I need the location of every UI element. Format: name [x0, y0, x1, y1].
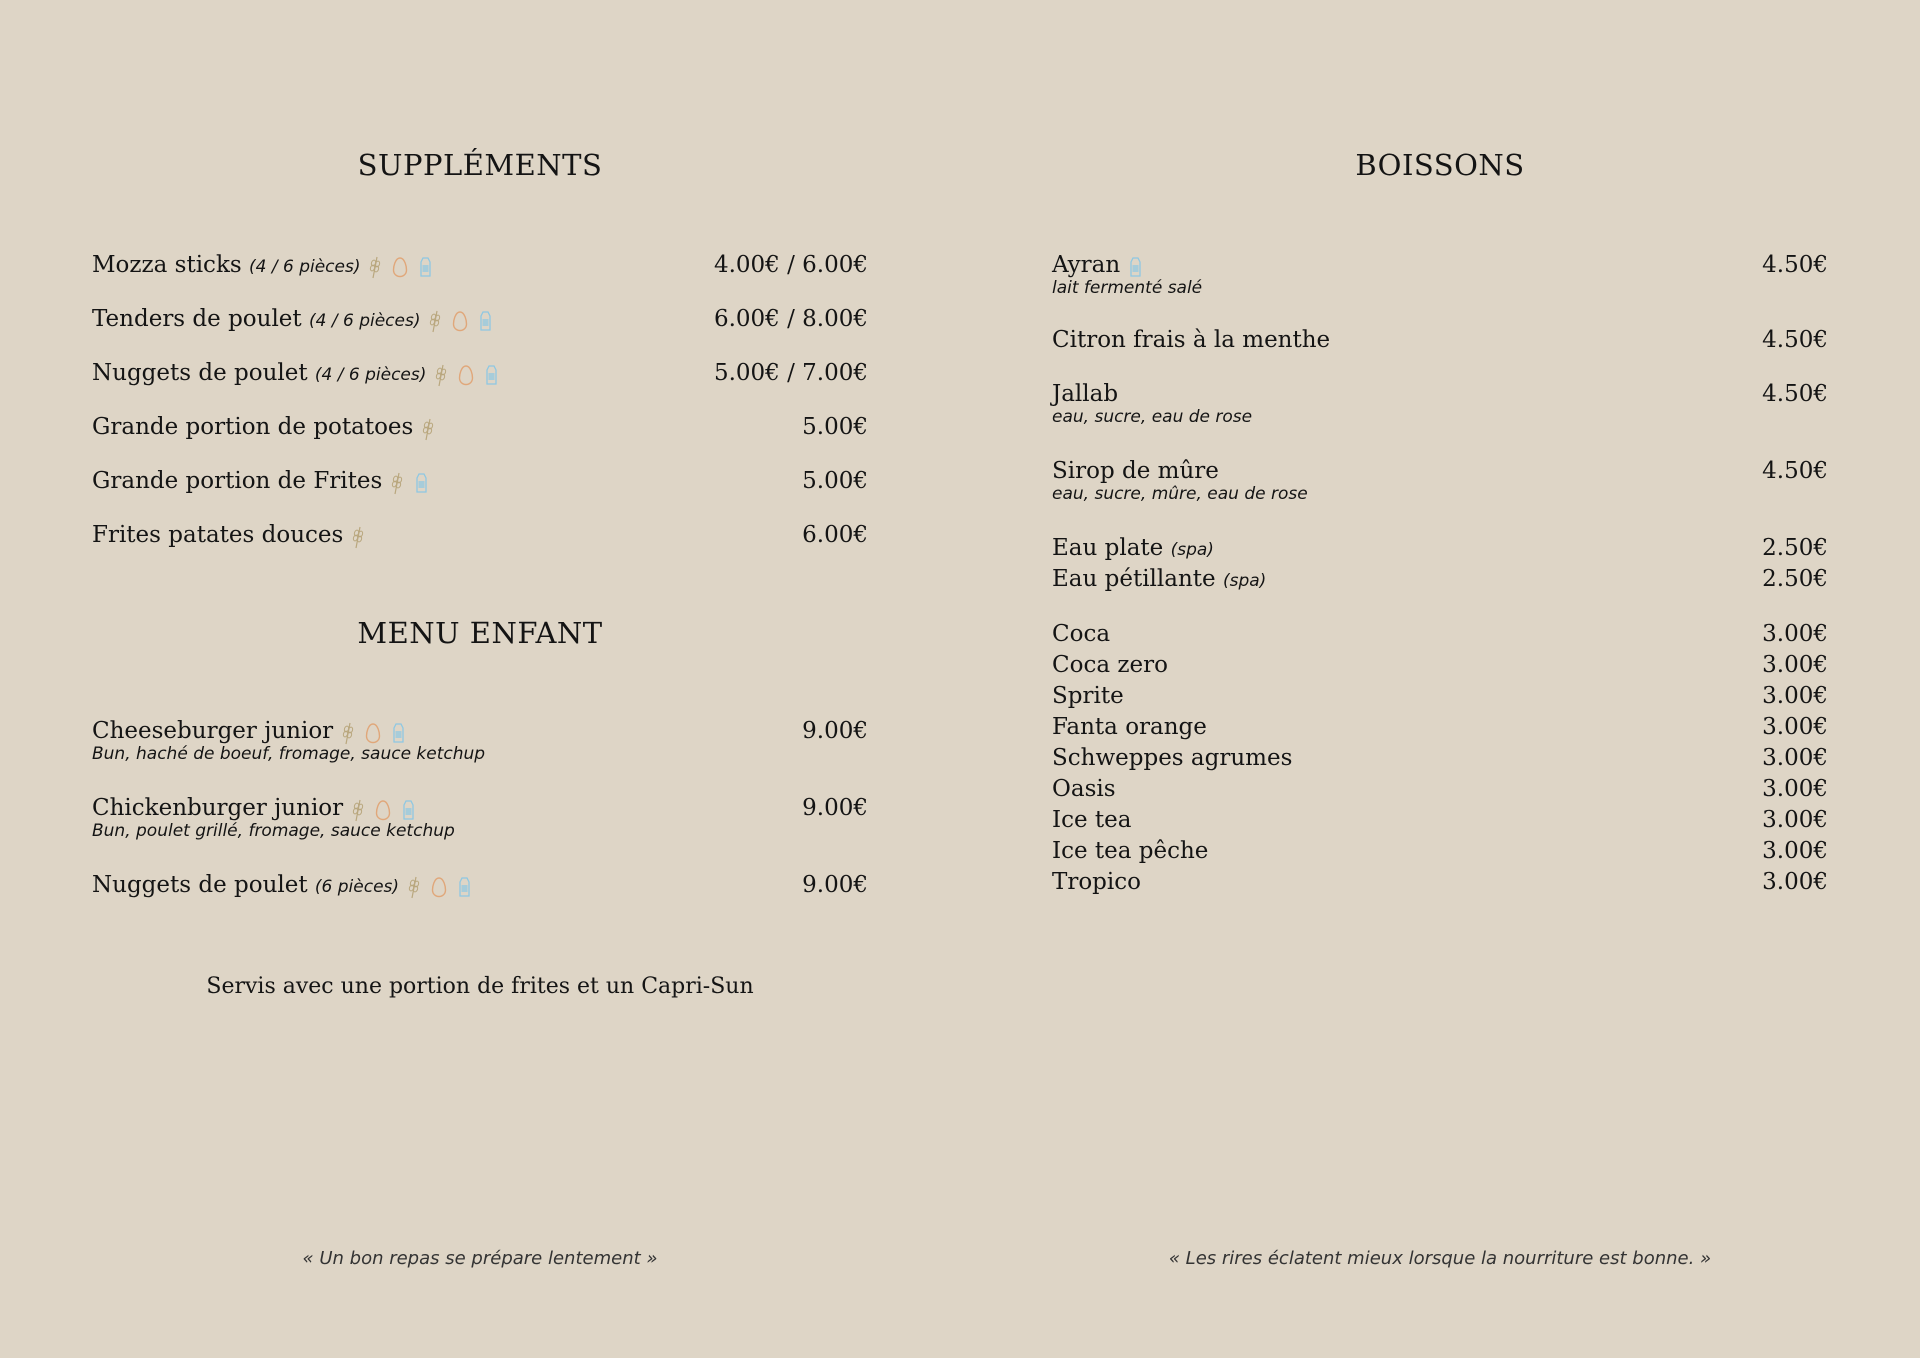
menu-item-name: Ayran: [1052, 252, 1121, 278]
wheat-icon: [341, 721, 355, 745]
menu-item-name: Coca: [1052, 621, 1111, 647]
menu-item-price: 4.50€: [1762, 327, 1828, 353]
menu-item-price: 4.50€: [1762, 458, 1828, 484]
milk-icon: [478, 310, 492, 332]
menu-item-price: 3.00€: [1762, 776, 1828, 802]
menu-item: [92, 250, 442, 282]
menu-item-price: 2.50€: [1762, 566, 1828, 592]
milk-icon: [414, 472, 428, 494]
menu-item-price: 6.00€ / 8.00€: [713, 306, 868, 332]
menu-item: [1052, 743, 1292, 773]
menu-item-name: Cheeseburger junior: [92, 718, 334, 744]
menu-item-price: 5.00€: [802, 414, 868, 440]
boissons-title: BOISSONS: [1355, 148, 1525, 182]
menu-item: [1052, 564, 1266, 596]
menu-item: [1052, 533, 1214, 565]
menu-item-price: 6.00€: [802, 522, 868, 548]
menu-item-note: (6 pièces): [314, 877, 400, 897]
egg-icon: [392, 256, 408, 278]
allergen-icons: [407, 871, 481, 901]
menu-item-description: Bun, haché de boeuf, fromage, sauce ketchup: [92, 744, 486, 764]
menu-item-price: 3.00€: [1762, 652, 1828, 678]
wheat-icon: [351, 798, 365, 822]
menu-item: [92, 304, 502, 336]
menu-item-price: 5.00€: [802, 468, 868, 494]
menu-item-price: 3.00€: [1762, 838, 1828, 864]
menu-item-name: Tropico: [1052, 869, 1141, 895]
menu-item: [1052, 867, 1141, 897]
menu-item-note: (4 / 6 pièces): [314, 365, 427, 385]
menu-item-description: eau, sucre, mûre, eau de rose: [1052, 484, 1308, 504]
menu-item: [1052, 681, 1124, 711]
menu-item: [1052, 325, 1330, 355]
allergen-icons: [368, 251, 442, 281]
menu-item-name: Tenders de poulet: [92, 306, 302, 332]
menu-item: [92, 466, 438, 497]
wheat-icon: [390, 471, 404, 495]
menu-item-price: 9.00€: [802, 872, 868, 898]
menu-item-description: Bun, poulet grillé, fromage, sauce ketchup: [92, 821, 455, 841]
served-with-note: Servis avec une portion de frites et un Capri-Sun: [206, 974, 754, 999]
quote-left: « Un bon repas se prépare lentement »: [302, 1248, 658, 1269]
menu-item-price: 3.00€: [1762, 807, 1828, 833]
menu-item-price: 9.00€: [802, 718, 868, 744]
wheat-icon: [407, 875, 421, 899]
menu-item-name: Grande portion de potatoes: [92, 414, 414, 440]
menu-item-note: (spa): [1222, 571, 1267, 591]
menu-item-price: 4.50€: [1762, 381, 1828, 407]
menu-item-name: Nuggets de poulet: [92, 872, 308, 898]
menu-item-name: Grande portion de Frites: [92, 468, 383, 494]
menu-item: [1052, 774, 1116, 804]
allergen-icons: [351, 521, 375, 551]
egg-icon: [452, 310, 468, 332]
menu-item-price: 3.00€: [1762, 745, 1828, 771]
menu-item: [1052, 836, 1208, 866]
wheat-icon: [428, 309, 442, 333]
quote-right: « Les rires éclatent mieux lorsque la nourriture est bonne. »: [1168, 1248, 1712, 1269]
allergen-icons: [428, 305, 502, 335]
allergen-icons: [390, 467, 438, 497]
egg-icon: [365, 722, 381, 744]
menu-item-note: (4 / 6 pièces): [249, 257, 361, 277]
menu-item-name: Eau pétillante: [1052, 566, 1216, 592]
menu-item: [92, 870, 481, 902]
allergen-icons: [434, 359, 508, 389]
menu-item-name: Ice tea pêche: [1052, 838, 1209, 864]
menu-item: [92, 412, 445, 443]
menu-item-price: 3.00€: [1762, 714, 1828, 740]
milk-icon: [484, 364, 498, 386]
menu-item-name: Citron frais à la menthe: [1052, 327, 1331, 353]
menu-enfant-title: MENU ENFANT: [357, 616, 603, 650]
menu-item-description: lait fermenté salé: [1052, 278, 1203, 298]
menu-item-name: Oasis: [1052, 776, 1116, 802]
menu-item-name: Jallab: [1052, 381, 1119, 407]
allergen-icons: [421, 413, 445, 443]
menu-item-name: Mozza sticks: [92, 252, 242, 278]
menu-item-price: 3.00€: [1762, 621, 1828, 647]
menu-item: [1052, 650, 1168, 680]
menu-item-price: 4.50€: [1762, 252, 1828, 278]
menu-item-note: (4 / 6 pièces): [308, 311, 421, 331]
menu-item-name: Schweppes agrumes: [1052, 745, 1293, 771]
menu-item-name: Chickenburger junior: [92, 795, 344, 821]
menu-item: [1052, 712, 1207, 742]
menu-item: [1052, 805, 1131, 835]
egg-icon: [375, 799, 391, 821]
milk-icon: [1128, 256, 1142, 278]
menu-item: [92, 358, 508, 390]
milk-icon: [418, 256, 432, 278]
wheat-icon: [368, 255, 382, 279]
menu-item-name: Sirop de mûre: [1052, 458, 1219, 484]
menu-item: [1052, 379, 1118, 409]
menu-item-name: Nuggets de poulet: [92, 360, 308, 386]
menu-item-note: (spa): [1170, 540, 1214, 560]
menu-item-name: Fanta orange: [1052, 714, 1207, 740]
menu-item-price: 3.00€: [1762, 869, 1828, 895]
milk-icon: [391, 722, 405, 744]
menu-item-price: 9.00€: [802, 795, 868, 821]
egg-icon: [458, 364, 474, 386]
wheat-icon: [421, 417, 435, 441]
wheat-icon: [351, 525, 365, 549]
supplements-title: SUPPLÉMENTS: [357, 148, 603, 182]
milk-icon: [401, 799, 415, 821]
menu-item-description: eau, sucre, eau de rose: [1052, 407, 1253, 427]
menu-item-price: 4.00€ / 6.00€: [713, 252, 868, 278]
menu-item-price: 2.50€: [1762, 535, 1828, 561]
menu-item: [92, 520, 375, 551]
menu-item-name: Frites patates douces: [92, 522, 344, 548]
menu-item: [1052, 619, 1110, 649]
egg-icon: [431, 876, 447, 898]
wheat-icon: [434, 363, 448, 387]
menu-item: [1052, 456, 1219, 486]
menu-item-name: Ice tea: [1052, 807, 1132, 833]
milk-icon: [457, 876, 471, 898]
menu-item-name: Sprite: [1052, 683, 1124, 709]
menu-item-name: Coca zero: [1052, 652, 1168, 678]
menu-item-price: 5.00€ / 7.00€: [713, 360, 868, 386]
menu-item-name: Eau plate: [1052, 535, 1164, 561]
menu-item-price: 3.00€: [1762, 683, 1828, 709]
